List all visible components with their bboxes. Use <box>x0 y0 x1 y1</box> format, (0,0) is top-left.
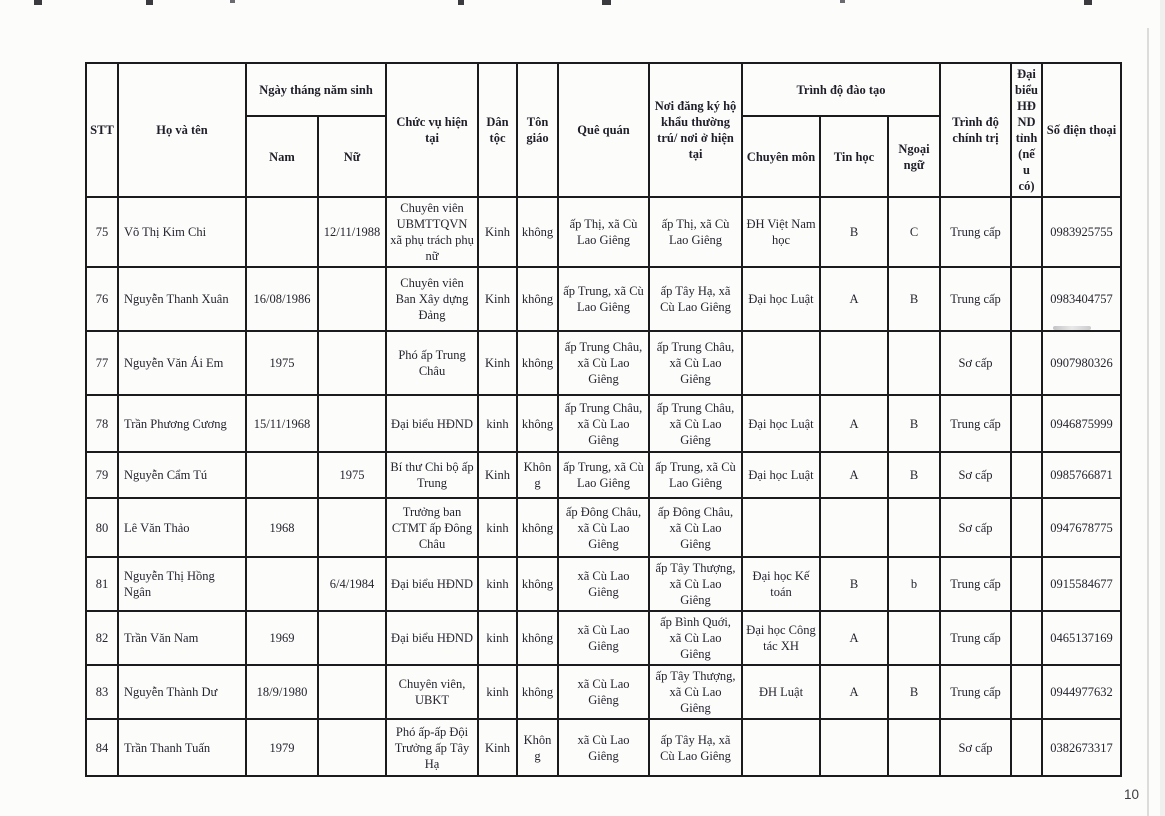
cell-religion: không <box>517 557 558 611</box>
cell-position: Chuyên viên UBMTTQVN xã phụ trách phụ nữ <box>386 197 478 267</box>
cell-delegate <box>1011 267 1042 331</box>
cell-stt: 80 <box>86 498 118 557</box>
cell-hometown: xã Cù Lao Giêng <box>558 719 649 776</box>
cell-residence: ấp Tây Hạ, xã Cù Lao Giêng <box>649 719 742 776</box>
cell-phone: 0915584677 <box>1042 557 1121 611</box>
cell-foreign-language: C <box>888 197 940 267</box>
scan-artifact <box>458 0 464 5</box>
header-ethnicity: Dân tộc <box>478 63 517 197</box>
cell-foreign-language: b <box>888 557 940 611</box>
cell-political: Trung cấp <box>940 197 1011 267</box>
header-religion: Tôn giáo <box>517 63 558 197</box>
cell-dob-female <box>318 267 386 331</box>
cell-phone: 0382673317 <box>1042 719 1121 776</box>
cell-residence: ấp Bình Quới, xã Cù Lao Giêng <box>649 611 742 665</box>
cell-dob-male: 1968 <box>246 498 318 557</box>
cell-delegate <box>1011 665 1042 719</box>
cell-religion: không <box>517 331 558 395</box>
scan-artifact <box>230 0 235 3</box>
cell-delegate <box>1011 331 1042 395</box>
cell-dob-female <box>318 719 386 776</box>
cell-phone: 0985766871 <box>1042 452 1121 498</box>
cell-dob-male: 16/08/1986 <box>246 267 318 331</box>
table-row <box>86 611 1121 665</box>
cell-political: Sơ cấp <box>940 498 1011 557</box>
cell-ethnicity: kinh <box>478 665 517 719</box>
cell-phone: 0907980326 <box>1042 331 1121 395</box>
cell-informatics <box>820 498 888 557</box>
cell-phone: 0983404757 <box>1042 267 1121 331</box>
cell-residence: ấp Tây Hạ, xã Cù Lao Giêng <box>649 267 742 331</box>
cell-stt: 83 <box>86 665 118 719</box>
cell-residence: ấp Đông Châu, xã Cù Lao Giêng <box>649 498 742 557</box>
table-row <box>86 665 1121 719</box>
cell-informatics: A <box>820 267 888 331</box>
cell-foreign-language: B <box>888 665 940 719</box>
cell-foreign-language: B <box>888 267 940 331</box>
cell-phone: 0946875999 <box>1042 395 1121 452</box>
cell-stt: 78 <box>86 395 118 452</box>
cell-dob-male: 18/9/1980 <box>246 665 318 719</box>
cell-dob-female: 6/4/1984 <box>318 557 386 611</box>
cell-specialization: Đại học Luật <box>742 452 820 498</box>
cell-position: Chuyên viên Ban Xây dựng Đảng <box>386 267 478 331</box>
cell-phone: 0983925755 <box>1042 197 1121 267</box>
scan-artifact <box>34 0 42 5</box>
header-dob-group: Ngày tháng năm sinh <box>246 63 386 116</box>
cell-specialization: Đại học Luật <box>742 395 820 452</box>
cell-religion: Không <box>517 719 558 776</box>
header-informatics: Tin học <box>820 116 888 197</box>
scan-artifact <box>602 0 611 5</box>
cell-dob-female <box>318 498 386 557</box>
header-name: Họ và tên <box>118 63 246 197</box>
cell-ethnicity: Kinh <box>478 452 517 498</box>
header-hometown: Quê quán <box>558 63 649 197</box>
cell-name: Lê Văn Thảo <box>118 498 246 557</box>
cell-stt: 79 <box>86 452 118 498</box>
cell-phone: 0465137169 <box>1042 611 1121 665</box>
cell-specialization <box>742 331 820 395</box>
cell-residence: ấp Trung Châu, xã Cù Lao Giêng <box>649 331 742 395</box>
table-row <box>86 719 1121 776</box>
cell-delegate <box>1011 719 1042 776</box>
cell-informatics: A <box>820 665 888 719</box>
cell-name: Nguyễn Thị Hồng Ngân <box>118 557 246 611</box>
cell-specialization: Đại học Công tác XH <box>742 611 820 665</box>
cell-delegate <box>1011 611 1042 665</box>
cell-political: Trung cấp <box>940 611 1011 665</box>
cell-hometown: xã Cù Lao Giêng <box>558 665 649 719</box>
cell-specialization <box>742 498 820 557</box>
cell-delegate <box>1011 557 1042 611</box>
cell-stt: 84 <box>86 719 118 776</box>
cell-religion: không <box>517 267 558 331</box>
cell-position: Phó ấp-ấp Đội Trưởng ấp Tây Hạ <box>386 719 478 776</box>
table-row <box>86 498 1121 557</box>
scan-artifact <box>1084 0 1092 5</box>
cell-position: Phó ấp Trung Châu <box>386 331 478 395</box>
table-row <box>86 395 1121 452</box>
cell-specialization: ĐH Việt Nam học <box>742 197 820 267</box>
cell-religion: không <box>517 395 558 452</box>
cell-ethnicity: kinh <box>478 557 517 611</box>
cell-name: Nguyễn Thanh Xuân <box>118 267 246 331</box>
cell-dob-female <box>318 395 386 452</box>
cell-dob-female: 1975 <box>318 452 386 498</box>
cell-name: Nguyễn Thành Dư <box>118 665 246 719</box>
cell-delegate <box>1011 452 1042 498</box>
cell-hometown: ấp Trung Châu, xã Cù Lao Giêng <box>558 395 649 452</box>
cell-ethnicity: kinh <box>478 611 517 665</box>
cell-phone: 0947678775 <box>1042 498 1121 557</box>
cell-religion: không <box>517 665 558 719</box>
cell-foreign-language <box>888 611 940 665</box>
cell-informatics: A <box>820 611 888 665</box>
cell-delegate <box>1011 395 1042 452</box>
header-dob-male: Nam <box>246 116 318 197</box>
cell-dob-female: 12/11/1988 <box>318 197 386 267</box>
cell-dob-male <box>246 197 318 267</box>
cell-hometown: xã Cù Lao Giêng <box>558 557 649 611</box>
table-row <box>86 452 1121 498</box>
cell-stt: 77 <box>86 331 118 395</box>
cell-political: Trung cấp <box>940 395 1011 452</box>
cell-hometown: ấp Trung Châu, xã Cù Lao Giêng <box>558 331 649 395</box>
paper-edge-shadow <box>1160 0 1165 816</box>
cell-hometown: ấp Đông Châu, xã Cù Lao Giêng <box>558 498 649 557</box>
cell-political: Trung cấp <box>940 557 1011 611</box>
cell-dob-male: 1969 <box>246 611 318 665</box>
cell-political: Sơ cấp <box>940 452 1011 498</box>
cell-dob-male <box>246 452 318 498</box>
header-delegate: Đại biểu HĐND tỉnh (nếu có) <box>1011 63 1042 197</box>
cell-religion: Không <box>517 452 558 498</box>
cell-informatics: A <box>820 395 888 452</box>
header-phone: Số điện thoại <box>1042 63 1121 197</box>
cell-foreign-language: B <box>888 452 940 498</box>
cell-dob-female <box>318 331 386 395</box>
cell-religion: không <box>517 197 558 267</box>
cell-religion: không <box>517 611 558 665</box>
cell-name: Trần Văn Nam <box>118 611 246 665</box>
cell-position: Đại biểu HĐND <box>386 395 478 452</box>
cell-stt: 76 <box>86 267 118 331</box>
cell-foreign-language: B <box>888 395 940 452</box>
cell-ethnicity: Kinh <box>478 197 517 267</box>
cell-hometown: xã Cù Lao Giêng <box>558 611 649 665</box>
cell-residence: ấp Trung Châu, xã Cù Lao Giêng <box>649 395 742 452</box>
cell-specialization <box>742 719 820 776</box>
cell-foreign-language <box>888 331 940 395</box>
page-number: 10 <box>1124 787 1140 802</box>
cell-hometown: ấp Trung, xã Cù Lao Giêng <box>558 452 649 498</box>
cell-political: Trung cấp <box>940 267 1011 331</box>
header-specialization: Chuyên môn <box>742 116 820 197</box>
cell-specialization: Đại học Luật <box>742 267 820 331</box>
cell-name: Trần Phương Cương <box>118 395 246 452</box>
cell-position: Trưởng ban CTMT ấp Đông Châu <box>386 498 478 557</box>
table-body <box>86 197 1121 776</box>
cell-informatics: B <box>820 197 888 267</box>
cell-informatics: A <box>820 452 888 498</box>
cell-ethnicity: kinh <box>478 395 517 452</box>
cell-residence: ấp Thị, xã Cù Lao Giêng <box>649 197 742 267</box>
cell-foreign-language <box>888 498 940 557</box>
table-row <box>86 557 1121 611</box>
cell-specialization: ĐH Luật <box>742 665 820 719</box>
cell-delegate <box>1011 498 1042 557</box>
cell-dob-female <box>318 611 386 665</box>
header-dob-female: Nữ <box>318 116 386 197</box>
cell-political: Sơ cấp <box>940 719 1011 776</box>
cell-ethnicity: Kinh <box>478 331 517 395</box>
header-political: Trình độ chính trị <box>940 63 1011 197</box>
scan-artifact <box>840 0 845 3</box>
cell-dob-male: 1975 <box>246 331 318 395</box>
cell-dob-female <box>318 665 386 719</box>
cell-religion: không <box>517 498 558 557</box>
cell-dob-male: 1979 <box>246 719 318 776</box>
cell-name: Trần Thanh Tuấn <box>118 719 246 776</box>
cell-stt: 75 <box>86 197 118 267</box>
cell-name: Nguyễn Văn Ái Em <box>118 331 246 395</box>
header-stt: STT <box>86 63 118 197</box>
cell-dob-male <box>246 557 318 611</box>
header-training-group: Trình độ đào tạo <box>742 63 940 116</box>
scan-artifact <box>146 0 153 5</box>
cell-hometown: ấp Trung, xã Cù Lao Giêng <box>558 267 649 331</box>
header-residence: Nơi đăng ký hộ khẩu thường trú/ nơi ở hiện tại <box>649 63 742 197</box>
table-row <box>86 331 1121 395</box>
header-foreign-language: Ngoại ngữ <box>888 116 940 197</box>
cell-delegate <box>1011 197 1042 267</box>
cell-name: Võ Thị Kim Chi <box>118 197 246 267</box>
cell-ethnicity: kinh <box>478 498 517 557</box>
cell-informatics <box>820 719 888 776</box>
header-position: Chức vụ hiện tại <box>386 63 478 197</box>
cell-dob-male: 15/11/1968 <box>246 395 318 452</box>
cell-name: Nguyễn Cẩm Tú <box>118 452 246 498</box>
cell-ethnicity: Kinh <box>478 267 517 331</box>
table-row <box>86 197 1121 267</box>
cell-informatics <box>820 331 888 395</box>
cell-ethnicity: Kinh <box>478 719 517 776</box>
personnel-table <box>85 62 1122 777</box>
table-row <box>86 267 1121 331</box>
cell-position: Bí thư Chi bộ ấp Trung <box>386 452 478 498</box>
cell-residence: ấp Trung, xã Cù Lao Giêng <box>649 452 742 498</box>
cell-stt: 82 <box>86 611 118 665</box>
cell-specialization: Đại học Kế toán <box>742 557 820 611</box>
cell-residence: ấp Tây Thượng, xã Cù Lao Giêng <box>649 665 742 719</box>
cell-foreign-language <box>888 719 940 776</box>
cell-political: Trung cấp <box>940 665 1011 719</box>
cell-residence: ấp Tây Thượng, xã Cù Lao Giêng <box>649 557 742 611</box>
cell-hometown: ấp Thị, xã Cù Lao Giêng <box>558 197 649 267</box>
paper-edge-line <box>1147 28 1149 816</box>
table-header <box>86 63 1121 197</box>
cell-position: Đại biểu HĐND <box>386 557 478 611</box>
cell-phone: 0944977632 <box>1042 665 1121 719</box>
cell-position: Đại biểu HĐND <box>386 611 478 665</box>
cell-stt: 81 <box>86 557 118 611</box>
cell-informatics: B <box>820 557 888 611</box>
cell-position: Chuyên viên, UBKT <box>386 665 478 719</box>
cell-political: Sơ cấp <box>940 331 1011 395</box>
